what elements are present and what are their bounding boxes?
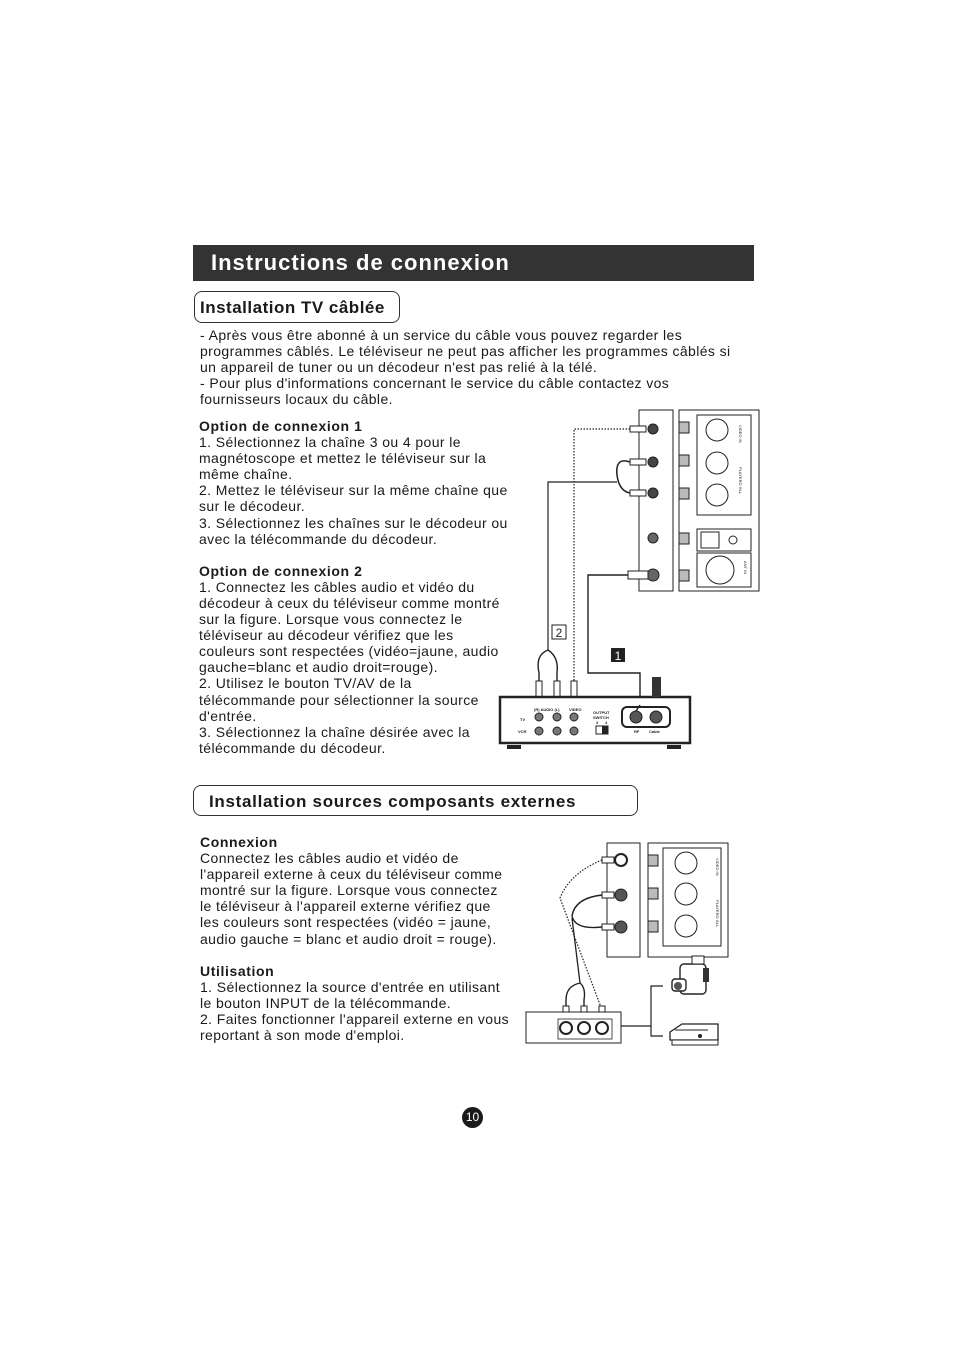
tv-audio-r-jack-icon bbox=[706, 484, 728, 506]
option1-heading: Option de connexion 1 bbox=[199, 418, 363, 434]
option2-line: sur la figure. Lorsque vous connectez le bbox=[199, 611, 463, 628]
connexion-line: audio gauche = blanc et audio droit = rouge). bbox=[200, 930, 497, 947]
utilisation-line: reportant à son mode d'emploi. bbox=[200, 1027, 405, 1044]
box-switch-label: SWITCH bbox=[593, 715, 609, 720]
connexion-line: le téléviseur à l'appareil externe vérifiez que bbox=[200, 898, 491, 915]
option2-line: gauche=blanc et audio droit=rouge). bbox=[199, 659, 438, 676]
section-title-external: Installation sources composants externes bbox=[193, 785, 638, 816]
utilisation-line: 2. Faites fonctionner l'appareil externe en vous bbox=[200, 1010, 510, 1027]
connexion-line: montré sur la figure. Lorsque vous connectez bbox=[200, 882, 498, 899]
tv2-audio-label: PLAYERO IN-L bbox=[715, 900, 720, 928]
utilisation-line: le bouton INPUT de la télécommande. bbox=[200, 994, 452, 1011]
tv2-audio-l-jack-icon bbox=[675, 883, 697, 905]
connexion-line: l'appareil externe à ceux du téléviseur comme bbox=[200, 866, 503, 883]
connexion-line: Connectez les câbles audio et vidéo de bbox=[200, 850, 459, 867]
option1-line: 2. Mettez le téléviseur sur la même chaîne que bbox=[199, 482, 508, 499]
marker-1: 1 bbox=[614, 649, 622, 663]
option1-line: 3. Sélectionnez les chaînes sur le décodeur ou bbox=[199, 514, 508, 531]
connexion-block bbox=[200, 834, 509, 1043]
intro-line: - Après vous être abonné à un service du câble vous pouvez regarder les bbox=[200, 327, 683, 343]
option1-line: sur le décodeur. bbox=[199, 498, 306, 515]
tv2-video-jack-icon bbox=[675, 852, 697, 874]
intro-line: un appareil de tuner ou un décodeur n'est pas relié à la télé. bbox=[200, 359, 598, 376]
intro-line: fournisseurs locaux du câble. bbox=[200, 391, 393, 408]
option2-line: 3. Sélectionnez la chaîne désirée avec la bbox=[199, 723, 470, 740]
option2-line: téléviseur au décodeur vérifiez que les bbox=[199, 627, 454, 644]
box-ch4-label: 4 bbox=[605, 720, 608, 725]
dvd-player-icon bbox=[670, 1024, 718, 1045]
cable-connection-diagram bbox=[495, 405, 765, 760]
option1-line: 1. Sélectionnez la chaîne 3 ou 4 pour le bbox=[199, 434, 461, 451]
tv-audio-l-jack-icon bbox=[706, 452, 728, 474]
marker-2: 2 bbox=[555, 626, 563, 640]
option2-line: couleurs sont respectées (vidéo=jaune, audio bbox=[199, 643, 499, 660]
page-number-badge: 10 bbox=[462, 1107, 483, 1128]
tv-video-label: VIDEO IN bbox=[738, 425, 743, 443]
option2-line: télécommande pour sélectionner la source bbox=[199, 691, 479, 708]
option2-line: décodeur à ceux du téléviseur comme montré bbox=[199, 594, 500, 611]
utilisation-line: 1. Sélectionnez la source d'entrée en utilisant bbox=[200, 978, 501, 995]
connexion-line: les couleurs sont respectées (vidéo = jaune, bbox=[200, 914, 492, 931]
option1-line: avec la télécommande du décodeur. bbox=[199, 530, 438, 547]
page-title: Instructions de connexion bbox=[193, 245, 754, 281]
box-audio-label: (R) AUDIO (L) bbox=[534, 707, 560, 712]
tv-audio-label: PLAYERO IN-L bbox=[738, 467, 743, 495]
option2-heading: Option de connexion 2 bbox=[199, 562, 363, 579]
utilisation-heading: Utilisation bbox=[200, 962, 275, 979]
tv-ant-label: ANT IN bbox=[743, 561, 748, 575]
tv2-video-label: VIDEO IN bbox=[715, 858, 720, 876]
intro-paragraph bbox=[200, 327, 731, 407]
tv-jack-panel bbox=[639, 410, 673, 591]
option2-line: 2. Utilisez le bouton TV/AV de la bbox=[199, 675, 412, 692]
option2-line: télécommande du décodeur. bbox=[199, 739, 386, 756]
box-rf-label: RF bbox=[634, 729, 640, 734]
intro-line: - Pour plus d'informations concernant le service du câble contactez vos bbox=[200, 375, 670, 392]
box-ch3-label: 3 bbox=[596, 720, 599, 725]
option1-line: magnétoscope et mettez le téléviseur sur la bbox=[199, 450, 487, 467]
option1-block bbox=[199, 418, 508, 756]
external-source-diagram bbox=[520, 838, 760, 1048]
option2-line: 1. Connectez les câbles audio et vidéo du bbox=[199, 578, 475, 595]
box-output-label: OUTPUT bbox=[593, 710, 610, 715]
tv2-audio-r-jack-icon bbox=[675, 915, 697, 937]
section-title-cable: Installation TV câblée bbox=[194, 291, 400, 323]
connexion-heading: Connexion bbox=[200, 834, 278, 850]
box-cable-label: Cable bbox=[649, 729, 660, 734]
box-video-label: VIDEO bbox=[569, 707, 582, 712]
option2-line: d'entrée. bbox=[199, 707, 257, 724]
tv-antenna-jack-icon bbox=[706, 556, 734, 584]
box-vcr-label: VCR bbox=[518, 729, 527, 734]
camcorder-icon bbox=[672, 956, 709, 994]
tv-video-jack-icon bbox=[706, 419, 728, 441]
intro-line: programmes câblés. Le téléviseur ne peut pas afficher les programmes câblés si bbox=[200, 343, 731, 360]
option1-line: même chaîne. bbox=[199, 466, 293, 483]
box-tv-label: TV bbox=[520, 717, 526, 722]
